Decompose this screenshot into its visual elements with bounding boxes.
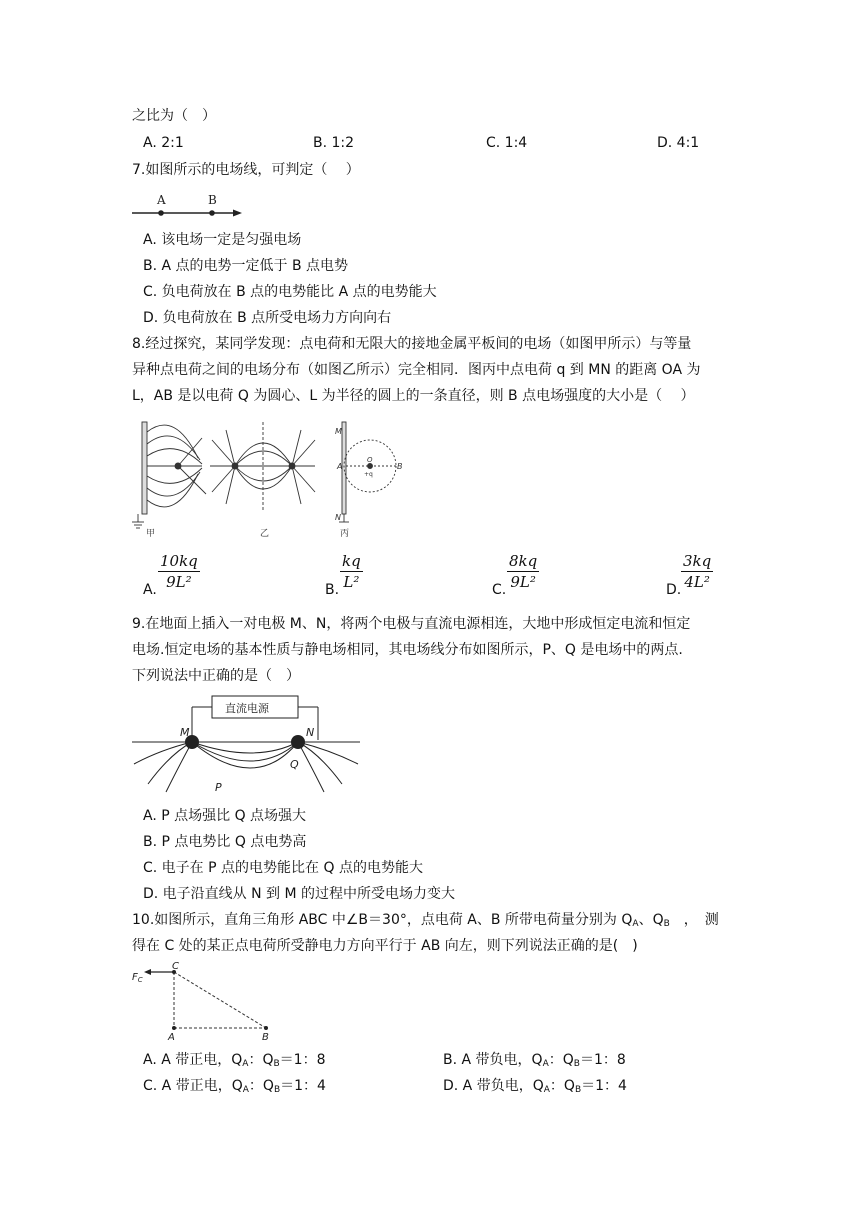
label-m: M — [335, 427, 342, 436]
label-jia: 甲 — [146, 529, 156, 539]
q8-option-d-fraction[interactable] — [681, 552, 713, 591]
label-a: A — [168, 1032, 175, 1042]
q9-stem-line-2: 电场.恒定电场的基本性质与静电场相同，其电场线分布如图所示，P、Q 是电场中的两点. — [132, 642, 683, 658]
q9-option-c[interactable]: C. 电子在 P 点的电势能比在 Q 点的电势能大 — [143, 860, 423, 876]
q8-option-a-letter[interactable]: A. — [143, 582, 157, 598]
q7-option-c[interactable]: C. 负电荷放在 B 点的电势能比 A 点的电势能大 — [143, 284, 437, 300]
q8-option-d-letter[interactable]: D. — [666, 582, 682, 598]
q8-stem-line-2: 异种点电荷之间的电场分布（如图乙所示）完全相同．图丙中点电荷 q 到 MN 的距离 OA 为 — [132, 362, 701, 378]
q6-option-c[interactable]: C. 1:4 — [486, 135, 528, 151]
numerator: 10kq — [160, 552, 198, 570]
label-n: N — [306, 726, 315, 739]
q8-option-c-letter[interactable]: C. — [492, 582, 507, 598]
q9-option-a[interactable]: A. P 点场强比 Q 点场强大 — [143, 808, 307, 824]
denominator: 9L² — [510, 573, 536, 591]
q8-option-c-fraction[interactable] — [507, 552, 539, 591]
label-b: B — [262, 1032, 269, 1042]
label-b: B — [208, 193, 217, 207]
force-arrow-head-icon — [144, 969, 151, 975]
label-b: B — [397, 462, 403, 471]
denominator: L² — [343, 573, 360, 591]
label-a: A — [337, 462, 343, 471]
q9-option-d[interactable]: D. 电子沿直线从 N 到 M 的过程中所受电场力变大 — [143, 886, 456, 902]
side-bc — [174, 972, 266, 1028]
denominator: 9L² — [166, 573, 192, 591]
q9-stem-line-3: 下列说法中正确的是（ ） — [132, 668, 300, 684]
q7-stem: 7.如图所示的电场线，可判定（ ） — [132, 162, 360, 178]
q8-option-b-letter[interactable]: B. — [325, 582, 340, 598]
numerator: 8kq — [509, 552, 538, 570]
point-b-dot — [209, 210, 215, 216]
label-charge: +q — [364, 471, 373, 478]
label-q: Q — [290, 758, 299, 771]
numerator: 3kq — [683, 552, 712, 570]
q7-field-line-figure — [130, 190, 245, 222]
q10-option-b[interactable]: B. A 带负电，$Q_A$：$Q_B=1$：8 — [443, 1052, 626, 1069]
q6-option-d[interactable]: D. 4:1 — [657, 135, 700, 151]
q10-option-a[interactable]: A. A 带正电，$Q_A$：$Q_B=1$：8 — [143, 1052, 326, 1069]
q10-option-c[interactable]: C. A 带正电，$Q_A$：$Q_B=1$：4 — [143, 1078, 326, 1095]
label-p: P — [215, 781, 222, 794]
label-m: M — [180, 726, 190, 739]
arrow-head-icon — [233, 210, 242, 217]
label-n: N — [335, 513, 341, 522]
figure-yi — [210, 422, 315, 539]
numerator: kq — [342, 552, 361, 570]
q8-stem-line-1: 8.经过探究，某同学发现：点电荷和无限大的接地金属平板间的电场（如图甲所示）与等量 — [132, 336, 692, 352]
q8-option-b-fraction[interactable] — [340, 552, 363, 591]
q8-field-figures — [130, 418, 415, 540]
figure-jia — [132, 422, 206, 539]
q10-stem-line-1: 10.如图所示，直角三角形 ABC 中∠B＝30°，点电荷 A、B 所带电荷量分别为 $Q_A$、$Q_B$ ， 测 — [132, 912, 719, 929]
q6-stem-tail: 之比为（ ） — [132, 108, 216, 124]
point-a-dot — [158, 210, 164, 216]
label-a: A — [157, 193, 166, 207]
q6-option-b[interactable]: B. 1:2 — [313, 135, 355, 151]
electrode-n — [291, 735, 305, 749]
power-label: 直流电源 — [225, 702, 269, 715]
q7-option-b[interactable]: B. A 点的电势一定低于 B 点电势 — [143, 258, 349, 274]
q7-option-d[interactable]: D. 负电荷放在 B 点所受电场力方向向右 — [143, 310, 392, 326]
q9-stem-line-1: 9.在地面上插入一对电极 M、N，将两个电极与直流电源相连，大地中形成恒定电流和恒定 — [132, 616, 691, 632]
q7-option-a[interactable]: A. 该电场一定是匀强电场 — [143, 232, 302, 248]
q6-option-a[interactable]: A. 2:1 — [143, 135, 184, 151]
label-bing: 丙 — [340, 529, 350, 539]
label-c: C — [172, 961, 179, 972]
q9-option-b[interactable]: B. P 点电势比 Q 点电势高 — [143, 834, 307, 850]
label-yi: 乙 — [260, 529, 270, 539]
figure-bing — [335, 422, 403, 539]
q10-option-d[interactable]: D. A 带负电，$Q_A$：$Q_B=1$：4 — [443, 1078, 627, 1095]
label-o: O — [367, 456, 373, 464]
denominator: 4L² — [684, 573, 710, 591]
q9-electrode-figure — [130, 694, 365, 796]
q10-triangle-figure — [130, 960, 280, 1042]
q8-option-a-fraction[interactable] — [158, 552, 200, 591]
label-force: $F_C$ — [132, 972, 143, 984]
q10-stem-line-2: 得在 C 处的某正点电荷所受静电力方向平行于 AB 向左，则下列说法正确的是( ) — [132, 938, 638, 954]
q8-stem-line-3: L，AB 是以电荷 Q 为圆心、L 为半径的圆上的一条直径，则 B 点电场强度的大小是（ ） — [132, 388, 695, 404]
